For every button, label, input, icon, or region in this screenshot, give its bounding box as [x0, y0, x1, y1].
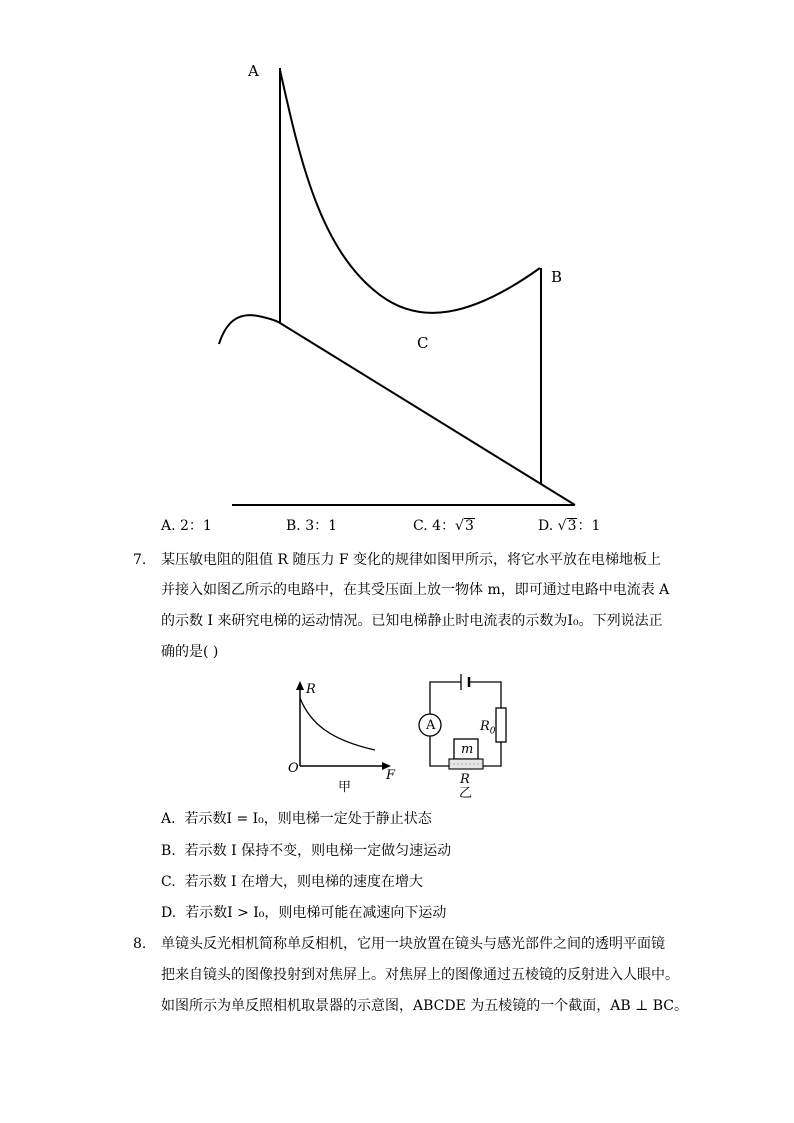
q6-option-b-text: 3：1: [305, 518, 338, 534]
q6-option-a[interactable]: [161, 517, 212, 535]
graph-y-label: R: [306, 682, 316, 697]
q7-stem-line-2: 并接入如图乙所示的电路中，在其受压面上放一物体 m，即可通过电路中电流表 A: [161, 582, 670, 598]
circuit-caption: 乙: [459, 786, 473, 801]
q7-option-a[interactable]: [161, 810, 432, 828]
q7-stem-line-3: 的示数 I 来研究电梯的运动情况。已知电梯静止时电流表的示数为I₀。下列说法正: [161, 613, 663, 629]
ammeter-label: A: [426, 718, 436, 733]
q7-option-b-text: 若示数 I 保持不变，则电梯一定做匀速运动: [184, 843, 452, 859]
q6-diagram: [0, 0, 794, 520]
resistor-r0-main: R: [480, 719, 490, 734]
graph-origin-label: O: [288, 761, 299, 776]
sensor-label: R: [460, 772, 470, 787]
q7-option-a-text: 若示数I = I₀，则电梯一定处于静止状态: [184, 811, 432, 827]
q7-option-c-letter: C.: [161, 874, 176, 890]
q6-option-a-letter: A.: [161, 518, 176, 534]
sqrt-sign: √3: [455, 518, 474, 534]
point-c-label: C: [417, 334, 429, 352]
mass-label: m: [461, 742, 474, 757]
q8-stem-line-3: 如图所示为单反照相机取景器的示意图，ABCDE 为五棱镜的一个截面，AB ⊥ BC。: [161, 998, 688, 1014]
q6-option-d[interactable]: [538, 517, 600, 535]
q6-option-a-text: 2：1: [180, 518, 212, 534]
graph-x-label: F: [386, 768, 396, 783]
q6-option-b-letter: B.: [286, 518, 301, 534]
q6-option-d-radicand: 3: [567, 518, 577, 534]
curve-left-hump: [219, 315, 280, 344]
q7-option-b-letter: B.: [161, 843, 176, 859]
q8-stem-line-2: 把来自镜头的图像投射到对焦屏上。对焦屏上的图像通过五棱镜的反射进入人眼中。: [161, 967, 679, 983]
q6-option-c-pre: 4：: [432, 518, 456, 534]
q6-option-d-post: ：1: [577, 518, 601, 534]
sqrt-sign: √3: [557, 518, 577, 534]
graph-caption: 甲: [338, 780, 352, 795]
r-f-curve: [300, 698, 375, 750]
q7-option-c-text: 若示数 I 在增大，则电梯的速度在增大: [184, 874, 424, 890]
q8-stem-line-1: 单镜头反光相机简称单反相机，它用一块放置在镜头与感光部件之间的透明平面镜: [161, 936, 665, 952]
point-b-label: B: [551, 268, 563, 286]
q7-option-a-letter: A.: [161, 811, 176, 827]
q6-option-c-letter: C.: [413, 518, 428, 534]
q6-option-b[interactable]: [286, 517, 337, 535]
q7-option-d[interactable]: [161, 904, 446, 922]
q7-stem-line-1: 某压敏电阻的阻值 R 随压力 F 变化的规律如图甲所示，将它水平放在电梯地板上: [161, 552, 662, 568]
q7-option-c[interactable]: [161, 873, 423, 891]
q7-number: 7.: [133, 552, 147, 568]
resistor-r0-sub: 0: [489, 726, 496, 737]
q6-option-d-letter: D.: [538, 518, 554, 534]
q7-option-b[interactable]: [161, 842, 451, 860]
q7-option-d-letter: D.: [161, 905, 177, 921]
q6-option-c[interactable]: [413, 517, 475, 535]
curve-a-c-b: [280, 70, 540, 313]
point-a-label: A: [248, 62, 259, 80]
y-axis-arrow-icon: [296, 681, 304, 690]
resistor-r0-label: [480, 718, 496, 741]
resistor-r0-icon: [496, 708, 506, 742]
q7-option-d-text: 若示数I > I₀，则电梯可能在减速向下运动: [185, 905, 447, 921]
q8-number: 8.: [133, 936, 147, 952]
q7-stem-line-4: 确的是( ): [161, 644, 219, 660]
q6-option-c-radicand: 3: [464, 518, 474, 534]
